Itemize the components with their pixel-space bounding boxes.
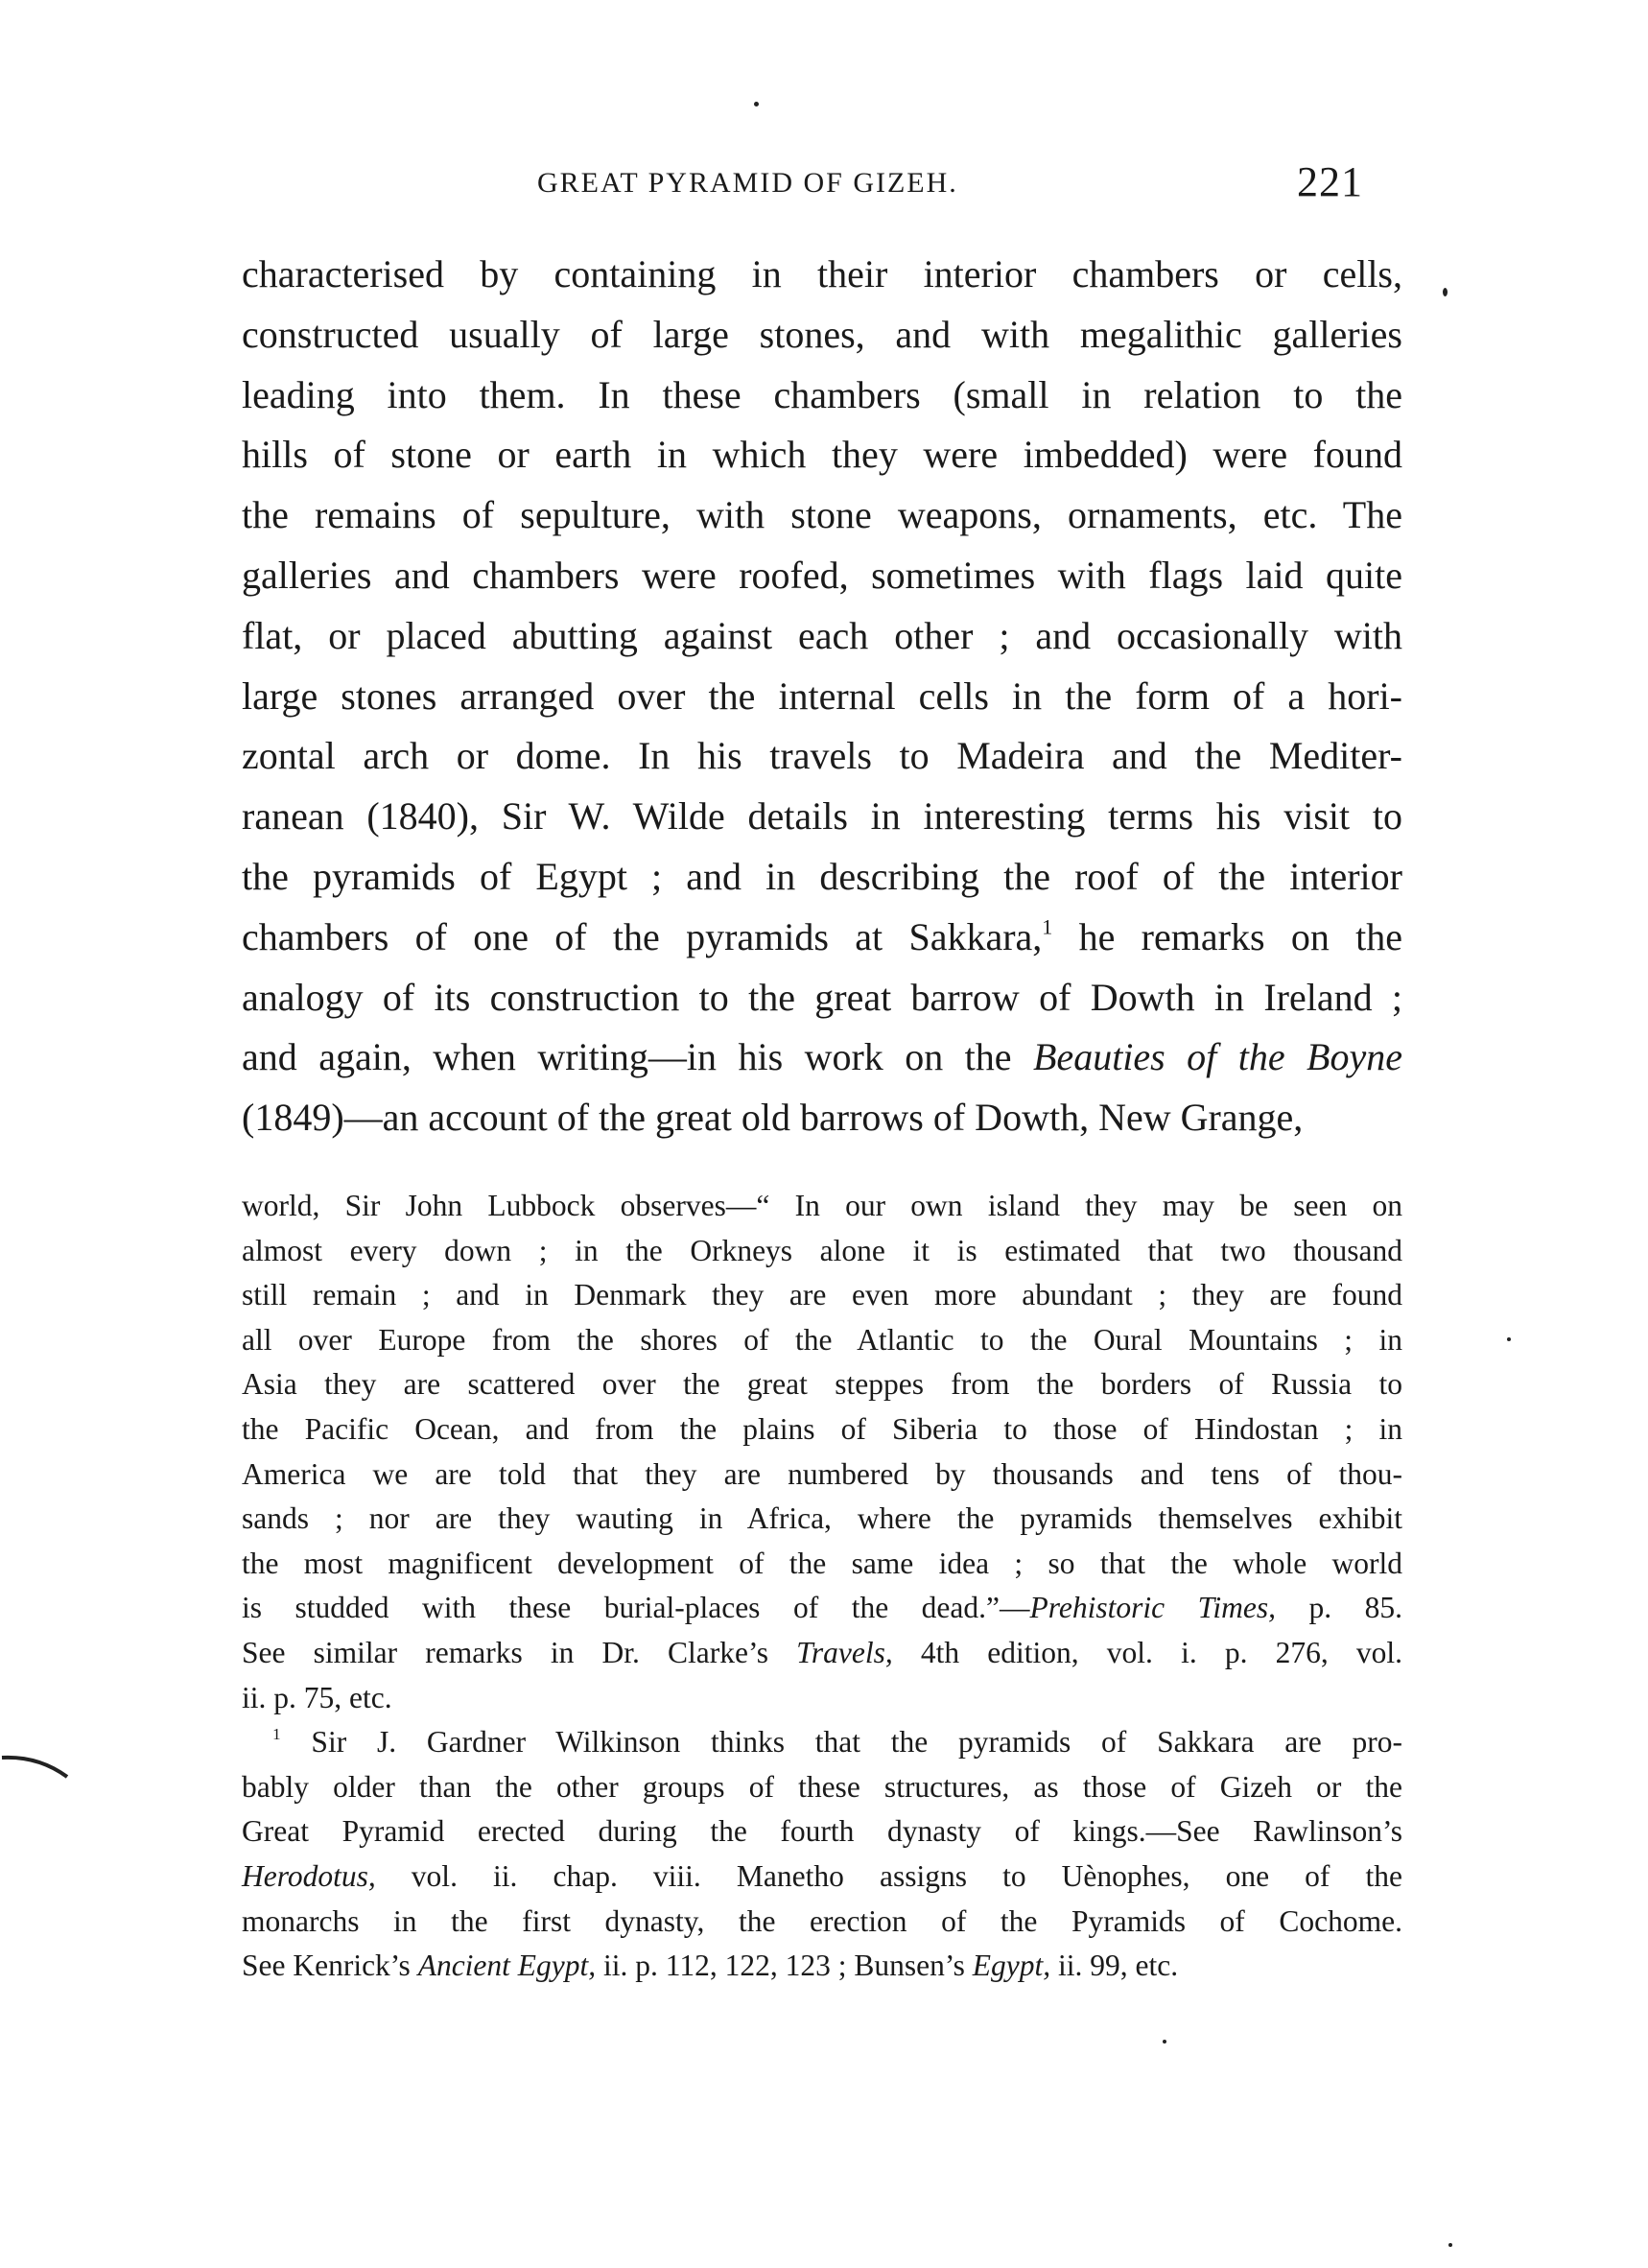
text-segment: zontal arch or dome. In his travels to Madeira and the Mediter- <box>242 734 1402 778</box>
text-segment: flat, or placed abutting against each other ; and occasionally with <box>242 613 1402 657</box>
text-segment: is studded with these burial-places of the dead.”— <box>242 1591 1030 1625</box>
footnote-line <box>242 1589 1402 1627</box>
text-segment: Asia they are scattered over the great steppes from the borders of Russia to <box>242 1367 1402 1402</box>
text-segment: still remain ; and in Denmark they are even more abundant ; they are found <box>242 1278 1402 1312</box>
footnote-line <box>242 1723 1402 1761</box>
body-text-line <box>242 974 1402 1022</box>
footnote-reference: 1 <box>272 1725 281 1744</box>
text-segment: characterised by containing in their interior chambers or cells, <box>242 252 1402 295</box>
footnote-line <box>242 1634 1402 1672</box>
text-segment: ranean (1840), Sir W. Wilde details in interesting terms his visit to <box>242 794 1402 839</box>
footnote-line <box>242 1545 1402 1583</box>
text-segment: Sir J. Gardner Wilkinson thinks that the pyramids of Sakkara are pro- <box>280 1725 1402 1760</box>
body-text-line <box>242 431 1402 479</box>
text-segment: hills of stone or earth in which they were imbedded) were found <box>242 433 1402 477</box>
body-text-line <box>242 792 1402 840</box>
body-text-line <box>242 732 1402 780</box>
text-segment: vol. ii. chap. viii. Manetho assigns to Uènophes, one of the <box>375 1859 1402 1893</box>
print-speck <box>754 102 759 106</box>
text-segment: (1849)—an account of the great old barrows of Dowth, New Grange, <box>242 1096 1304 1140</box>
print-speck <box>1448 2243 1452 2247</box>
text-segment: bably older than the other groups of these structures, as those of Gizeh or the <box>242 1769 1402 1804</box>
body-text-line <box>242 1094 1402 1142</box>
text-segment: sands ; nor are they wauting in Africa, where the pyramids themselves exhibit <box>242 1501 1402 1536</box>
italic-title: Ancient Egypt, <box>417 1949 597 1983</box>
body-text-line <box>242 913 1402 961</box>
body-text-line <box>242 371 1402 419</box>
footnote-line <box>242 1321 1402 1359</box>
footnote-line <box>242 1679 1402 1717</box>
text-segment: the Pacific Ocean, and from the plains of Siberia to those of Hindostan ; in <box>242 1412 1402 1446</box>
footnote-line <box>242 1187 1402 1225</box>
text-segment: almost every down ; in the Orkneys alone it is estimated that two thousand <box>242 1233 1402 1267</box>
text-segment: and again, when writing—in his work on the <box>242 1035 1033 1079</box>
footnote-line <box>242 1410 1402 1449</box>
footnote-line <box>242 1500 1402 1538</box>
print-speck <box>1507 1337 1511 1341</box>
text-segment: constructed usually of large stones, and with megalithic galleries <box>242 312 1402 356</box>
text-segment: See similar remarks in Dr. Clarke’s <box>242 1636 797 1669</box>
footnote-line <box>242 1902 1402 1941</box>
text-segment: the pyramids of Egypt ; and in describing the roof of the interior <box>242 855 1402 898</box>
margin-scratch-mark <box>0 1748 77 1786</box>
footnote-line <box>242 1276 1402 1314</box>
footnote-line <box>242 1857 1402 1896</box>
print-speck <box>1443 288 1448 296</box>
text-segment: Great Pyramid erected during the fourth dynasty of kings.—See Rawlinson’s <box>242 1814 1402 1849</box>
italic-title: Beauties of the Boyne <box>1033 1035 1402 1079</box>
text-segment: p. 85. <box>1276 1591 1403 1625</box>
text-segment: ii. p. 112, 122, 123 ; Bunsen’s <box>596 1949 973 1983</box>
footnote-line <box>242 1455 1402 1494</box>
body-text-line <box>242 853 1402 901</box>
text-segment: large stones arranged over the internal cells in the form of a hori- <box>242 673 1402 718</box>
body-text-line <box>242 552 1402 600</box>
text-segment: analogy of its construction to the great barrow of Dowth in Ireland ; <box>242 975 1402 1019</box>
body-text-line <box>242 673 1402 721</box>
italic-title: Prehistoric Times, <box>1029 1591 1276 1625</box>
footnote-line <box>242 1365 1402 1404</box>
italic-title: Herodotus, <box>242 1859 376 1893</box>
body-text-line <box>242 491 1402 539</box>
body-text-line <box>242 311 1402 359</box>
text-segment: the most magnificent development of the same idea ; so that the whole world <box>242 1546 1402 1580</box>
body-text-line <box>242 612 1402 660</box>
text-segment: world, Sir John Lubbock observes—“ In our own island they may be seen on <box>242 1189 1402 1222</box>
text-segment: ii. 99, etc. <box>1050 1949 1179 1983</box>
footnote-line <box>242 1812 1402 1851</box>
text-segment: See Kenrick’s <box>242 1949 418 1983</box>
body-text-line <box>242 250 1402 298</box>
footnote-reference: 1 <box>1042 914 1053 939</box>
text-segment: he remarks on the <box>1052 914 1403 958</box>
print-speck <box>1163 2040 1166 2044</box>
text-segment: galleries and chambers were roofed, sometimes with flags laid quite <box>242 554 1402 597</box>
footnote-line <box>242 1947 1402 1985</box>
italic-title: Egypt, <box>972 1949 1051 1983</box>
text-segment: leading into them. In these chambers (small in relation to the <box>242 372 1402 416</box>
text-segment: all over Europe from the shores of the Atlantic to the Oural Mountains ; in <box>242 1322 1402 1357</box>
footnote-line <box>242 1768 1402 1807</box>
italic-title: Travels, <box>796 1636 893 1669</box>
footnote-line <box>242 1232 1402 1270</box>
page-number: 221 <box>1297 158 1363 205</box>
text-segment: monarchs in the first dynasty, the erection of the Pyramids of Cochome. <box>242 1903 1402 1938</box>
text-segment: ii. p. 75, etc. <box>242 1680 392 1714</box>
text-segment: chambers of one of the pyramids at Sakkara, <box>242 914 1043 958</box>
text-segment: the remains of sepulture, with stone weapons, ornaments, etc. The <box>242 493 1402 537</box>
text-segment: 4th edition, vol. i. p. 276, vol. <box>892 1636 1402 1669</box>
running-title: GREAT PYRAMID OF GIZEH. <box>537 167 958 199</box>
text-segment: America we are told that they are numbered by thousands and tens of thou- <box>242 1456 1402 1491</box>
body-text-line <box>242 1033 1402 1081</box>
